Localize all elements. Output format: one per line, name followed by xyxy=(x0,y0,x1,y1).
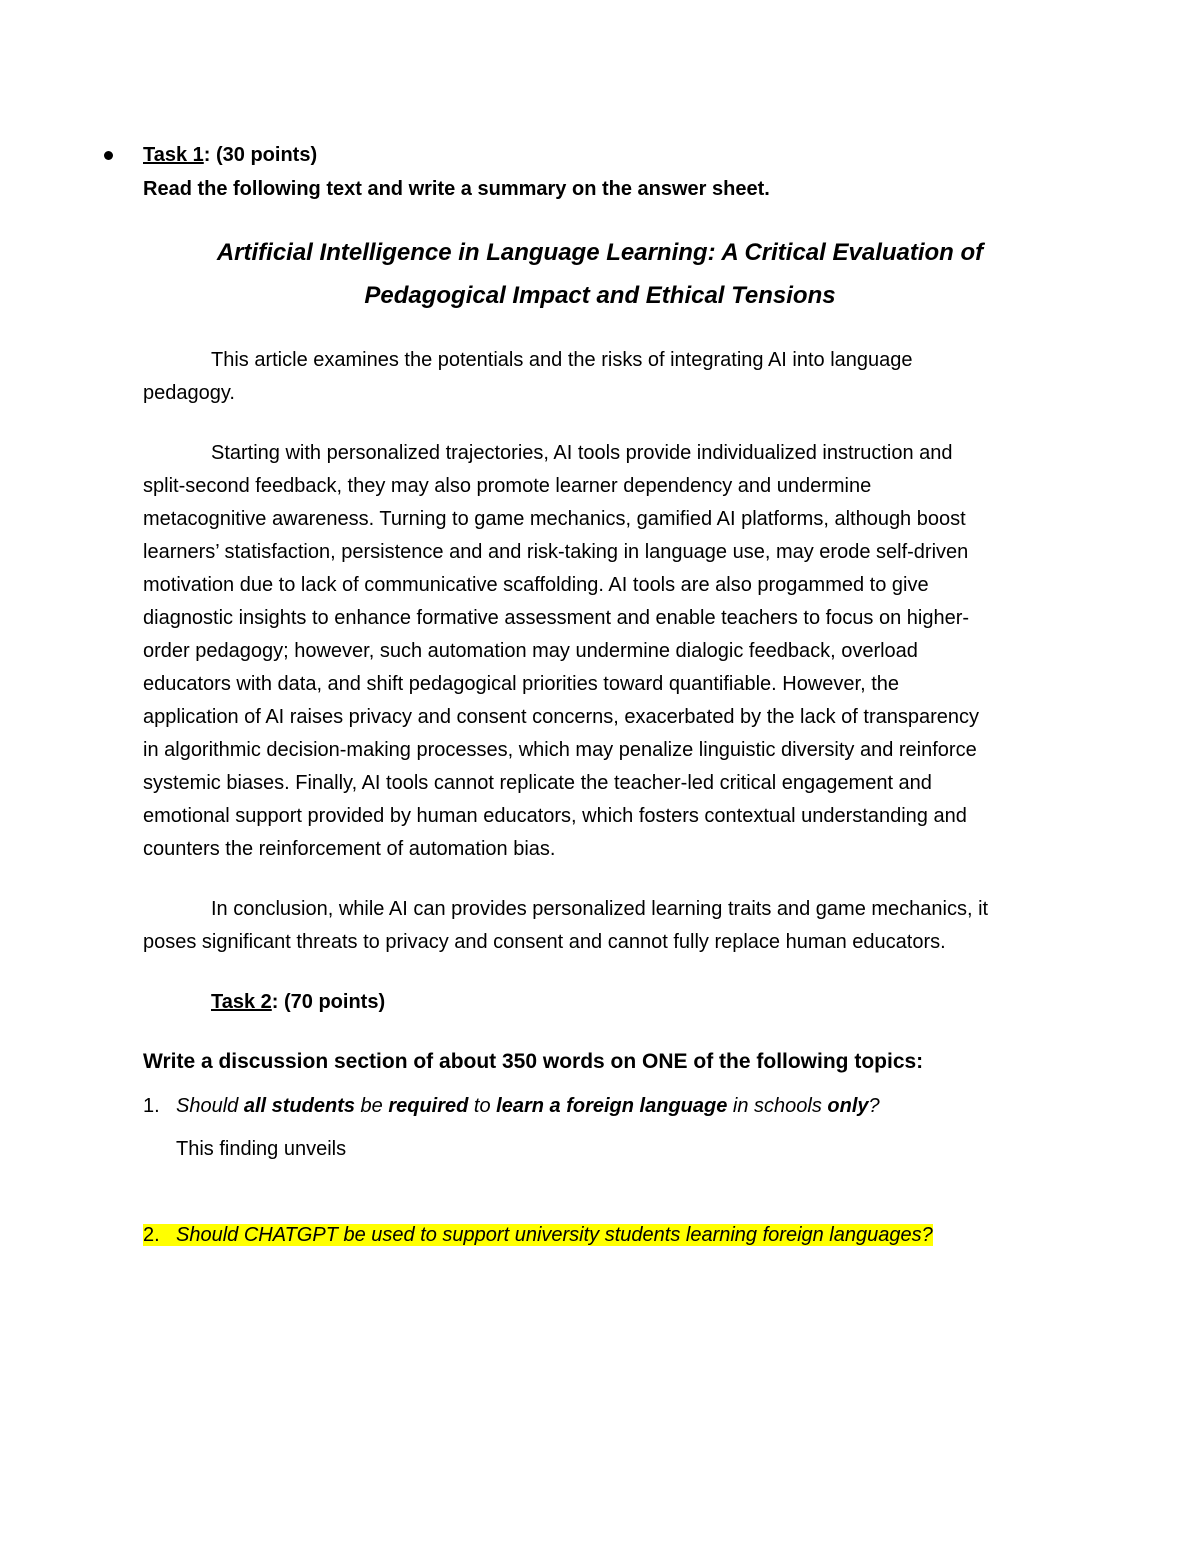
topic-1-number: 1. xyxy=(143,1095,160,1117)
topic-1-part: required xyxy=(388,1095,469,1117)
topic-2 xyxy=(143,1221,933,1249)
topic-1-part: Should xyxy=(176,1095,244,1117)
task1-points: : (30 points) xyxy=(203,144,318,166)
topic-2-text: Should CHATGPT be used to support university students learning foreign languages? xyxy=(176,1224,933,1246)
topic-1-part: be xyxy=(354,1095,389,1117)
topic-1-part: all students xyxy=(243,1095,355,1117)
topic-2-highlight xyxy=(143,1224,933,1246)
body-line: metacognitive awareness. Turning to game mechanics, gamified AI platforms, although boost xyxy=(143,508,966,530)
body-line: motivation due to lack of communicative scaffolding. AI tools are also progammed to give xyxy=(143,574,929,596)
conclusion-line: In conclusion, while AI can provides personalized learning traits and game mechanics, it xyxy=(211,898,989,920)
body-line: application of AI raises privacy and consent concerns, exacerbated by the lack of transparency xyxy=(143,706,980,728)
body-line: split-second feedback, they may also promote learner dependency and undermine xyxy=(143,475,872,497)
topic-1-part: only xyxy=(827,1095,869,1117)
topic-1-part: to xyxy=(468,1095,497,1117)
conclusion-line: poses significant threats to privacy and consent and cannot fully replace human educators. xyxy=(143,931,946,953)
body-line: emotional support provided by human educators, which fosters contextual understanding and xyxy=(143,805,967,827)
task1-heading xyxy=(143,141,317,169)
body-line: in algorithmic decision-making processes, which may penalize linguistic diversity and reinforce xyxy=(143,739,977,761)
topic-1-answer: This finding unveils xyxy=(176,1138,347,1160)
task2-heading xyxy=(211,988,385,1016)
task2-instruction: Write a discussion section of about 350 words on ONE of the following topics: xyxy=(143,1050,924,1073)
body-line: systemic biases. Finally, AI tools cannot replicate the teacher-led critical engagement and xyxy=(143,772,932,794)
article-title-line1: Artificial Intelligence in Language Learning: A Critical Evaluation of xyxy=(216,239,984,266)
topic-1-part: learn a foreign language xyxy=(496,1095,728,1117)
body-line: learners’ statisfaction, persistence and and risk-taking in language use, may erode self-driven xyxy=(143,541,969,563)
body-line: Starting with personalized trajectories, AI tools provide individualized instruction and xyxy=(211,442,953,464)
task2-label: Task 2 xyxy=(211,991,272,1013)
task1-label: Task 1 xyxy=(143,144,204,166)
topic-1-text xyxy=(176,1095,880,1117)
body-line: order pedagogy; however, such automation may undermine dialogic feedback, overload xyxy=(143,640,918,662)
bullet-icon xyxy=(104,151,113,160)
intro-line: This article examines the potentials and the risks of integrating AI into language xyxy=(211,349,913,371)
body-line: educators with data, and shift pedagogical priorities toward quantifiable. However, the xyxy=(143,673,900,695)
task1-instruction: Read the following text and write a summary on the answer sheet. xyxy=(143,178,770,200)
article-title-line2: Pedagogical Impact and Ethical Tensions xyxy=(364,282,836,309)
task2-points: : (70 points) xyxy=(271,991,386,1013)
topic-1-part: ? xyxy=(868,1095,880,1117)
body-line: diagnostic insights to enhance formative assessment and enable teachers to focus on higher- xyxy=(143,607,970,629)
topic-1-part: in schools xyxy=(727,1095,828,1117)
topic-2-number: 2. xyxy=(143,1224,160,1246)
intro-line: pedagogy. xyxy=(143,382,235,404)
body-line: counters the reinforcement of automation bias. xyxy=(143,838,556,860)
topic-1 xyxy=(143,1092,880,1120)
